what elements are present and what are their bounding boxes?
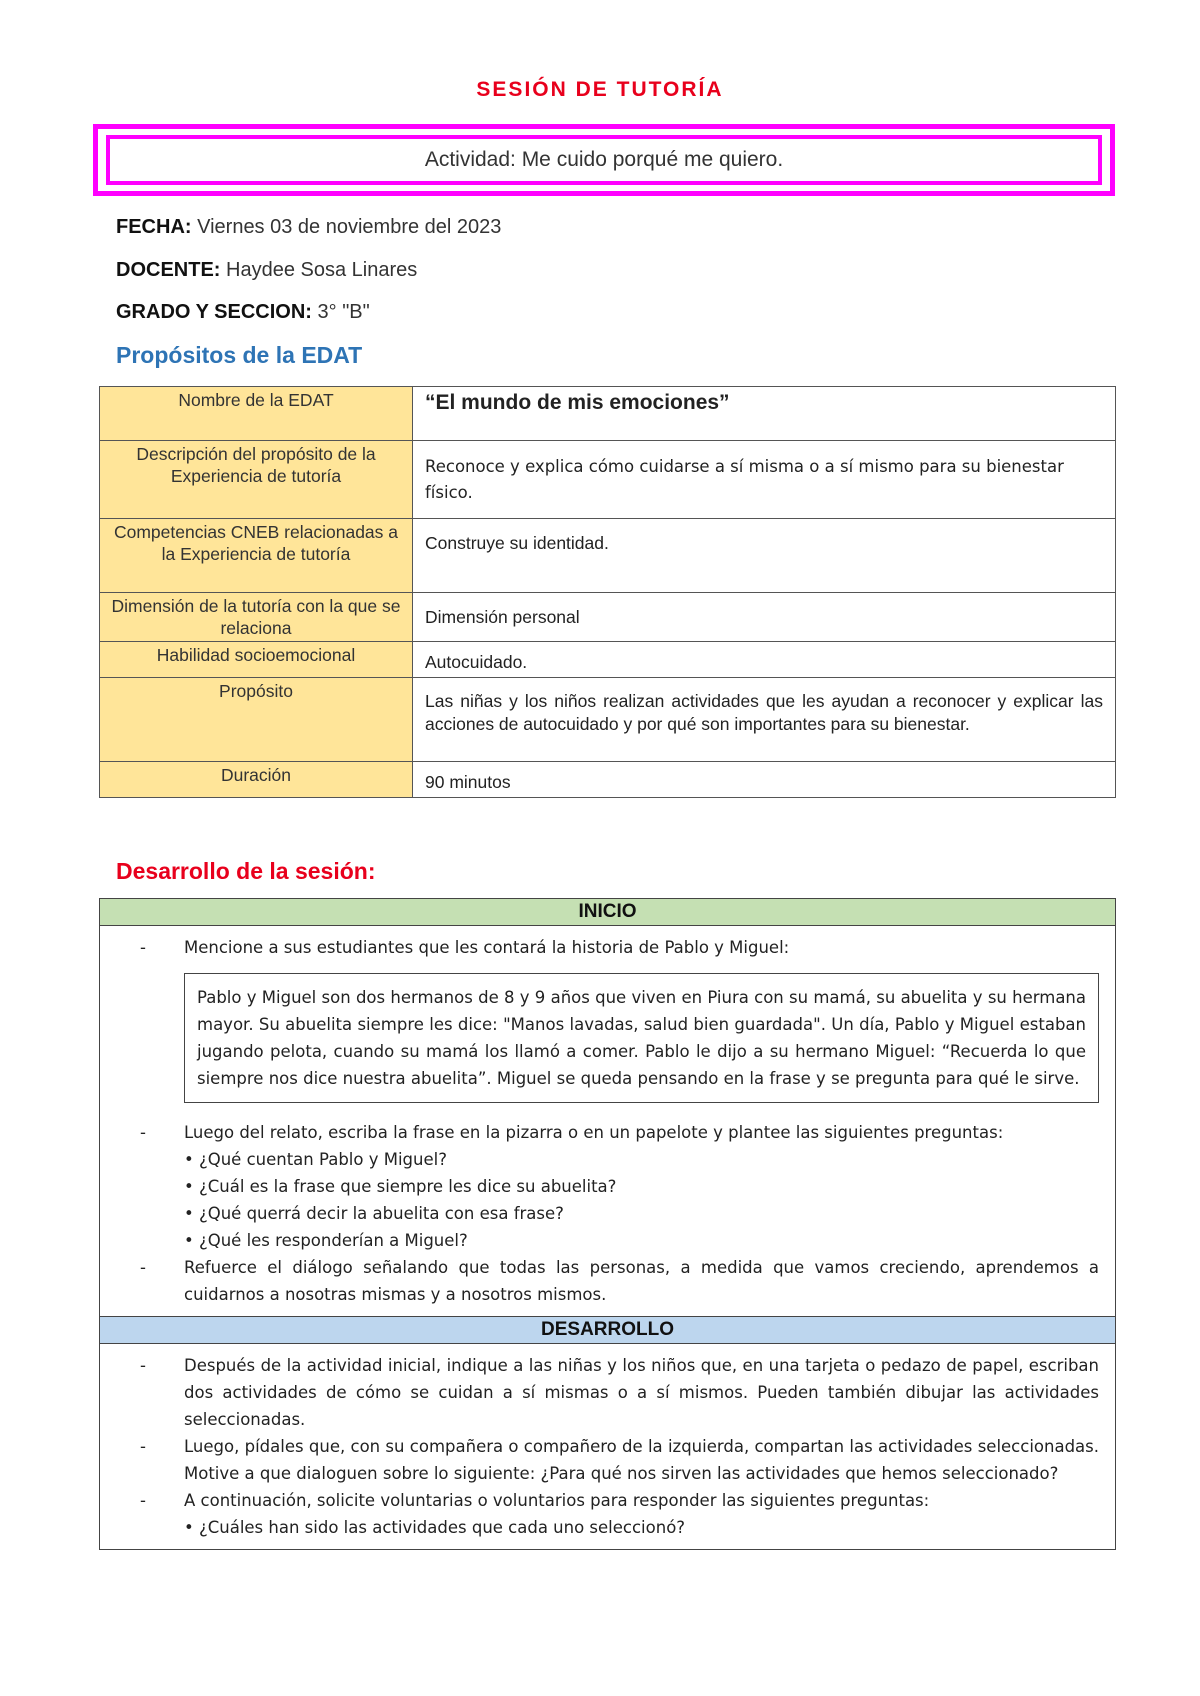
grado-label: GRADO Y SECCION: xyxy=(116,301,312,323)
question-item: • ¿Cuáles han sido las actividades que cada uno seleccionó? xyxy=(184,1518,686,1537)
list-item xyxy=(140,934,1099,961)
edat-label: Duración xyxy=(100,762,413,798)
edat-row xyxy=(100,441,1116,519)
edat-label: Dimensión de la tutoría con la que se relaciona xyxy=(100,593,413,642)
edat-row xyxy=(100,593,1116,642)
docente-line xyxy=(116,259,417,282)
dash-bullet: - xyxy=(140,938,146,957)
desarrollo-body xyxy=(100,1344,1115,1549)
edat-value: “El mundo de mis emociones” xyxy=(413,387,1116,441)
edat-row xyxy=(100,519,1116,593)
propositos-heading: Propósitos de la EDAT xyxy=(116,342,363,368)
desarrollo-header: DESARROLLO xyxy=(100,1316,1115,1344)
dash-bullet: - xyxy=(140,1123,146,1142)
fecha-value: Viernes 03 de noviembre del 2023 xyxy=(197,216,502,238)
list-item xyxy=(140,1487,1099,1514)
edat-value: Dimensión personal xyxy=(413,593,1116,642)
fecha-line xyxy=(116,216,501,239)
list-item xyxy=(140,1119,1099,1146)
question-item: • ¿Qué cuentan Pablo y Miguel? xyxy=(184,1150,447,1169)
grado-line xyxy=(116,301,370,324)
edat-row xyxy=(100,642,1116,678)
desarrollo-heading: Desarrollo de la sesión: xyxy=(116,858,376,884)
edat-row xyxy=(100,678,1116,762)
activity-frame xyxy=(93,124,1115,196)
docente-value: Haydee Sosa Linares xyxy=(226,259,418,281)
edat-value: Construye su identidad. xyxy=(413,519,1116,593)
dash-bullet: - xyxy=(140,1258,146,1277)
list-item-text: Luego, pídales que, con su compañera o compañero de la izquierda, compartan las actividades seleccionadas. Motive a que dialoguen sobre lo siguiente: ¿Para qué nos sirven las actividades que hemos seleccionado? xyxy=(184,1437,1099,1483)
list-item-text: Luego del relato, escriba la frase en la pizarra o en un papelote y plantee las siguientes preguntas: xyxy=(184,1123,1004,1142)
grado-value: 3° "B" xyxy=(317,301,370,323)
dash-bullet: - xyxy=(140,1437,146,1456)
story-box: Pablo y Miguel son dos hermanos de 8 y 9 años que viven en Piura con su mamá, su abuelita y su hermana mayor. Su abuelita siempre les dice: "Manos lavadas, salud bien guardada". Un día, Pablo y Miguel estaban jugando pelota, cuando su mamá los llamó a comer. Pablo le dijo a su hermano Miguel: “Recuerda lo que siempre nos dice nuestra abuelita”. Miguel se queda pensando en la frase y se pregunta para qué le sirve. xyxy=(184,973,1099,1103)
activity-title: Actividad: Me cuido porqué me quiero. xyxy=(106,135,1102,185)
dash-bullet: - xyxy=(140,1356,146,1375)
edat-label: Nombre de la EDAT xyxy=(100,387,413,441)
fecha-label: FECHA: xyxy=(116,216,192,238)
list-item-text: Mencione a sus estudiantes que les contará la historia de Pablo y Miguel: xyxy=(184,938,790,957)
edat-row xyxy=(100,762,1116,798)
list-item xyxy=(140,1352,1099,1433)
edat-label: Descripción del propósito de la Experiencia de tutoría xyxy=(100,441,413,519)
list-item xyxy=(140,1433,1099,1487)
edat-value: 90 minutos xyxy=(413,762,1116,798)
edat-table xyxy=(99,386,1116,798)
question-item: • ¿Qué les responderían a Miguel? xyxy=(184,1231,468,1250)
dash-bullet: - xyxy=(140,1491,146,1510)
list-item-text: A continuación, solicite voluntarias o voluntarios para responder las siguientes preguntas: xyxy=(184,1491,930,1510)
edat-value: Autocuidado. xyxy=(413,642,1116,678)
page-title: SESIÓN DE TUTORÍA xyxy=(476,78,724,101)
edat-row xyxy=(100,387,1116,441)
list-item-text: Después de la actividad inicial, indique a las niñas y los niños que, en una tarjeta o pedazo de papel, escriban dos actividades de cómo se cuidan a sí mismas o a sí mismos. Pueden también dibujar las actividades seleccionadas. xyxy=(184,1356,1099,1429)
edat-label: Competencias CNEB relacionadas a la Experiencia de tutoría xyxy=(100,519,413,593)
edat-label: Habilidad socioemocional xyxy=(100,642,413,678)
edat-value: Las niñas y los niños realizan actividades que les ayudan a reconocer y explicar las acciones de autocuidado y por qué son importantes para su bienestar. xyxy=(413,678,1116,762)
question-item: • ¿Cuál es la frase que siempre les dice su abuelita? xyxy=(184,1177,617,1196)
list-item-text: Refuerce el diálogo señalando que todas las personas, a medida que vamos creciendo, aprendemos a cuidarnos a nosotras mismas y a nosotros mismos. xyxy=(184,1258,1099,1304)
docente-label: DOCENTE: xyxy=(116,259,221,281)
edat-value: Reconoce y explica cómo cuidarse a sí misma o a sí mismo para su bienestar físico. xyxy=(413,441,1116,519)
session-table xyxy=(99,898,1116,1550)
question-item: • ¿Qué querrá decir la abuelita con esa frase? xyxy=(184,1204,564,1223)
edat-label: Propósito xyxy=(100,678,413,762)
list-item xyxy=(140,1254,1099,1308)
inicio-header: INICIO xyxy=(100,899,1115,926)
inicio-body xyxy=(100,926,1115,1316)
